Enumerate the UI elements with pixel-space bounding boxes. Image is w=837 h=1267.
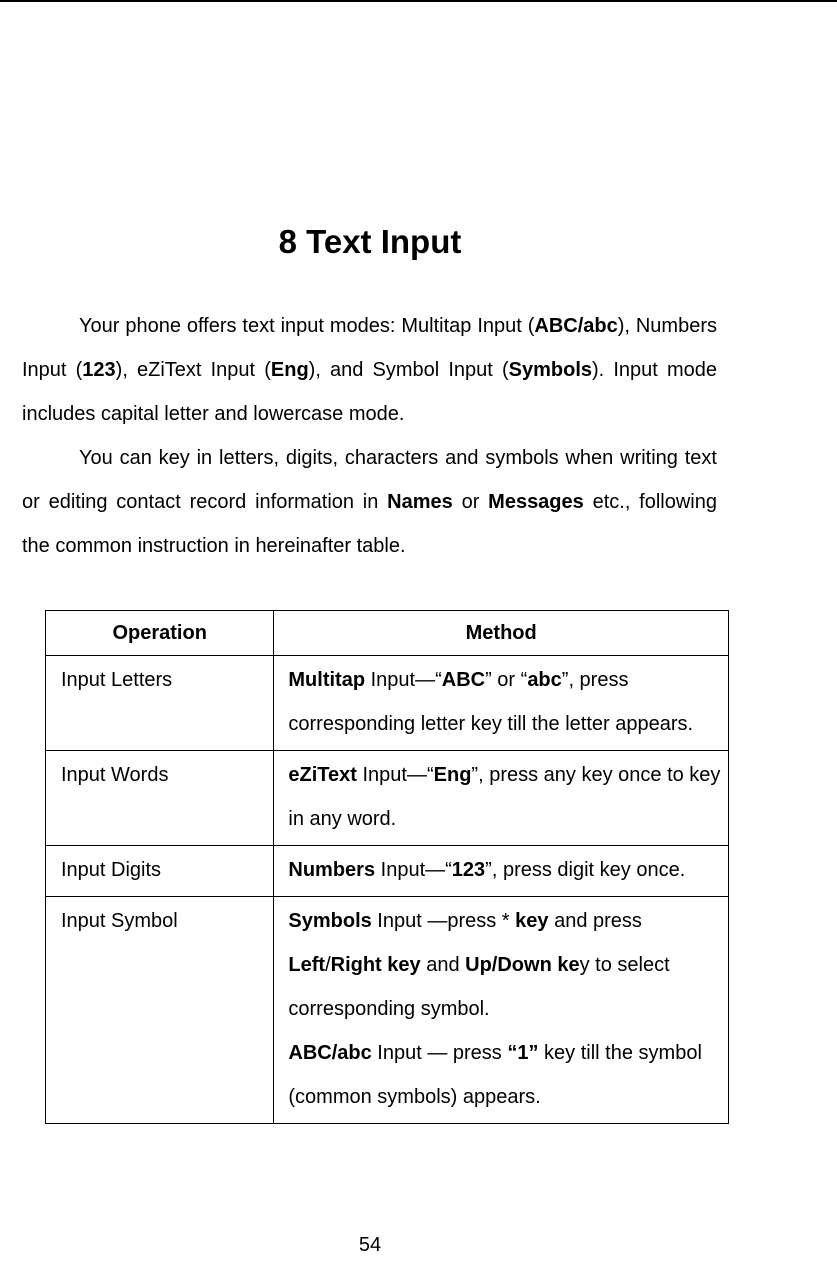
text-run: ). Input mode includes capital letter and lowercase mode. [22,359,717,425]
text-run: Your phone offers text input modes: Multitap Input ( [79,315,535,337]
top-rule [0,0,837,2]
bold-term: abc [527,669,562,691]
header-operation: Operation [46,611,274,656]
bold-term: ABC [441,669,486,691]
text-run: Input—“ [365,669,442,691]
intro-paragraph-2 [22,436,717,568]
text-run: or [452,491,489,513]
bold-term: eZiText [288,764,357,786]
text-run: ”, press corresponding letter key till the letter appears. [288,669,694,735]
bold-term: ABC/abc [288,1042,372,1064]
text-run: Input —press * [371,910,516,932]
text-run: ), and Symbol Input ( [308,359,509,381]
text-run: Input—“ [375,859,452,881]
bold-term: Symbols [288,910,372,932]
operation-cell: Input Symbol [46,897,274,1124]
bold-term: Numbers [288,859,376,881]
text-run: ), Numbers Input ( [22,315,717,381]
page-number: 54 [358,1234,382,1256]
bold-term: Up/Down ke [465,954,580,976]
bold-term: key [515,910,549,932]
method-cell [274,846,729,897]
bold-term: Names [387,491,453,513]
page-title: 8 Text Input [278,223,462,260]
header-method: Method [274,611,729,656]
text-run: y to select corresponding symbol. [288,954,670,1020]
text-run: / [325,954,331,976]
operation-cell: Input Digits [46,846,274,897]
text-run: key till the symbol (common symbols) appears. [288,1042,702,1108]
text-run: ”, press any key once to key in any word. [288,764,721,830]
text-run: ), eZiText Input ( [115,359,271,381]
operation-table [45,610,729,1124]
operation-cell: Input Letters [46,656,274,751]
text-run: You can key in letters, digits, characters and symbols when writing text or editing contact record information in [22,447,717,513]
bold-term: Eng [433,764,472,786]
method-cell [274,656,729,751]
table-row [46,897,729,1124]
intro-paragraph-1 [22,304,717,436]
bold-term: Left [288,954,326,976]
bold-term: Symbols [508,359,592,381]
table-row [46,656,729,751]
bold-term: Right key [330,954,421,976]
table-header-row [46,611,729,656]
method-cell [274,751,729,846]
bold-term: “1” [507,1042,539,1064]
method-cell [274,897,729,1124]
bold-term: Multitap [288,669,366,691]
text-run: Input — press [371,1042,508,1064]
bold-term: Messages [488,491,584,513]
bold-term: Eng [270,359,309,381]
bold-term: 123 [451,859,486,881]
intro-text [22,304,717,568]
table-row [46,751,729,846]
bold-term: 123 [82,359,116,381]
operation-cell: Input Words [46,751,274,846]
text-run: etc., following the common instruction in hereinafter table. [22,491,717,557]
text-run: and press [548,910,642,932]
text-run: and [420,954,466,976]
text-run: Input—“ [356,764,434,786]
table-row [46,846,729,897]
text-run: ”, press digit key once. [485,859,686,881]
bold-term: ABC/abc [534,315,618,337]
text-run: ” or “ [485,669,528,691]
